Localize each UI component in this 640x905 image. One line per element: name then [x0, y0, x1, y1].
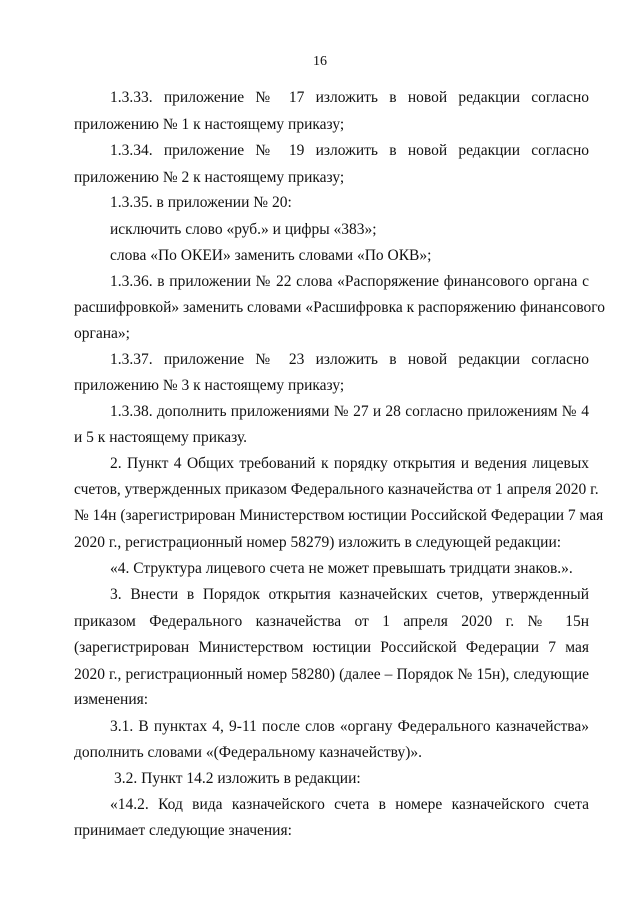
text-line: «4. Структура лицевого счета не может превышать тридцати знаков.». — [110, 560, 573, 577]
text-line: 1.3.36. в приложении № 22 слова «Распоряжение финансового органа с — [110, 273, 589, 290]
text-line: приложению № 3 к настоящему приказу; — [74, 377, 345, 394]
text-line: (зарегистрирован Министерством юстиции Российской Федерации 7 мая — [74, 639, 589, 656]
text-line: 1.3.38. дополнить приложениями № 27 и 28 согласно приложениям № 4 — [110, 403, 589, 420]
text-line: 3.2. Пункт 14.2 изложить в редакции: — [114, 770, 361, 787]
text-line: 2020 г., регистрационный номер 58279) изложить в следующей редакции: — [74, 534, 562, 551]
text-line: и 5 к настоящему приказу. — [74, 429, 248, 446]
text-line: приложению № 1 к настоящему приказу; — [74, 116, 345, 133]
page-number: 16 — [313, 54, 327, 69]
text-line: 1.3.37. приложение № 23 изложить в новой редакции согласно — [110, 351, 589, 368]
text-line: счетов, утвержденных приказом Федерального казначейства от 1 апреля 2020 г. — [74, 481, 599, 498]
text-line: слова «По ОКЕИ» заменить словами «По ОКВ»; — [110, 247, 432, 264]
text-line: расшифровкой» заменить словами «Расшифровка к распоряжению финансового — [74, 299, 606, 316]
text-line: 1.3.35. в приложении № 20: — [110, 194, 292, 211]
text-line: принимает следующие значения: — [74, 822, 292, 839]
text-line: № 14н (зарегистрирован Министерством юстиции Российской Федерации 7 мая — [74, 507, 604, 524]
text-line: органа»; — [74, 325, 130, 342]
text-line: изменения: — [74, 691, 149, 708]
text-line: «14.2. Код вида казначейского счета в номере казначейского счета — [110, 796, 589, 813]
text-line: 3. Внести в Порядок открытия казначейских счетов, утвержденный — [110, 586, 589, 603]
text-line: 2. Пункт 4 Общих требований к порядку открытия и ведения лицевых — [110, 455, 589, 472]
text-line: 1.3.34. приложение № 19 изложить в новой редакции согласно — [110, 142, 589, 159]
text-line: приложению № 2 к настоящему приказу; — [74, 169, 345, 186]
text-line: дополнить словами «(Федеральному казначейству)». — [74, 744, 423, 761]
text-line: исключить слово «руб.» и цифры «383»; — [110, 221, 377, 238]
text-line: 3.1. В пунктах 4, 9-11 после слов «органу Федерального казначейства» — [110, 718, 589, 735]
text-line: приказом Федерального казначейства от 1 апреля 2020 г. № 15н — [74, 613, 589, 630]
text-line: 2020 г., регистрационный номер 58280) (далее – Порядок № 15н), следующие — [74, 666, 589, 683]
text-line: 1.3.33. приложение № 17 изложить в новой редакции согласно — [110, 89, 589, 106]
